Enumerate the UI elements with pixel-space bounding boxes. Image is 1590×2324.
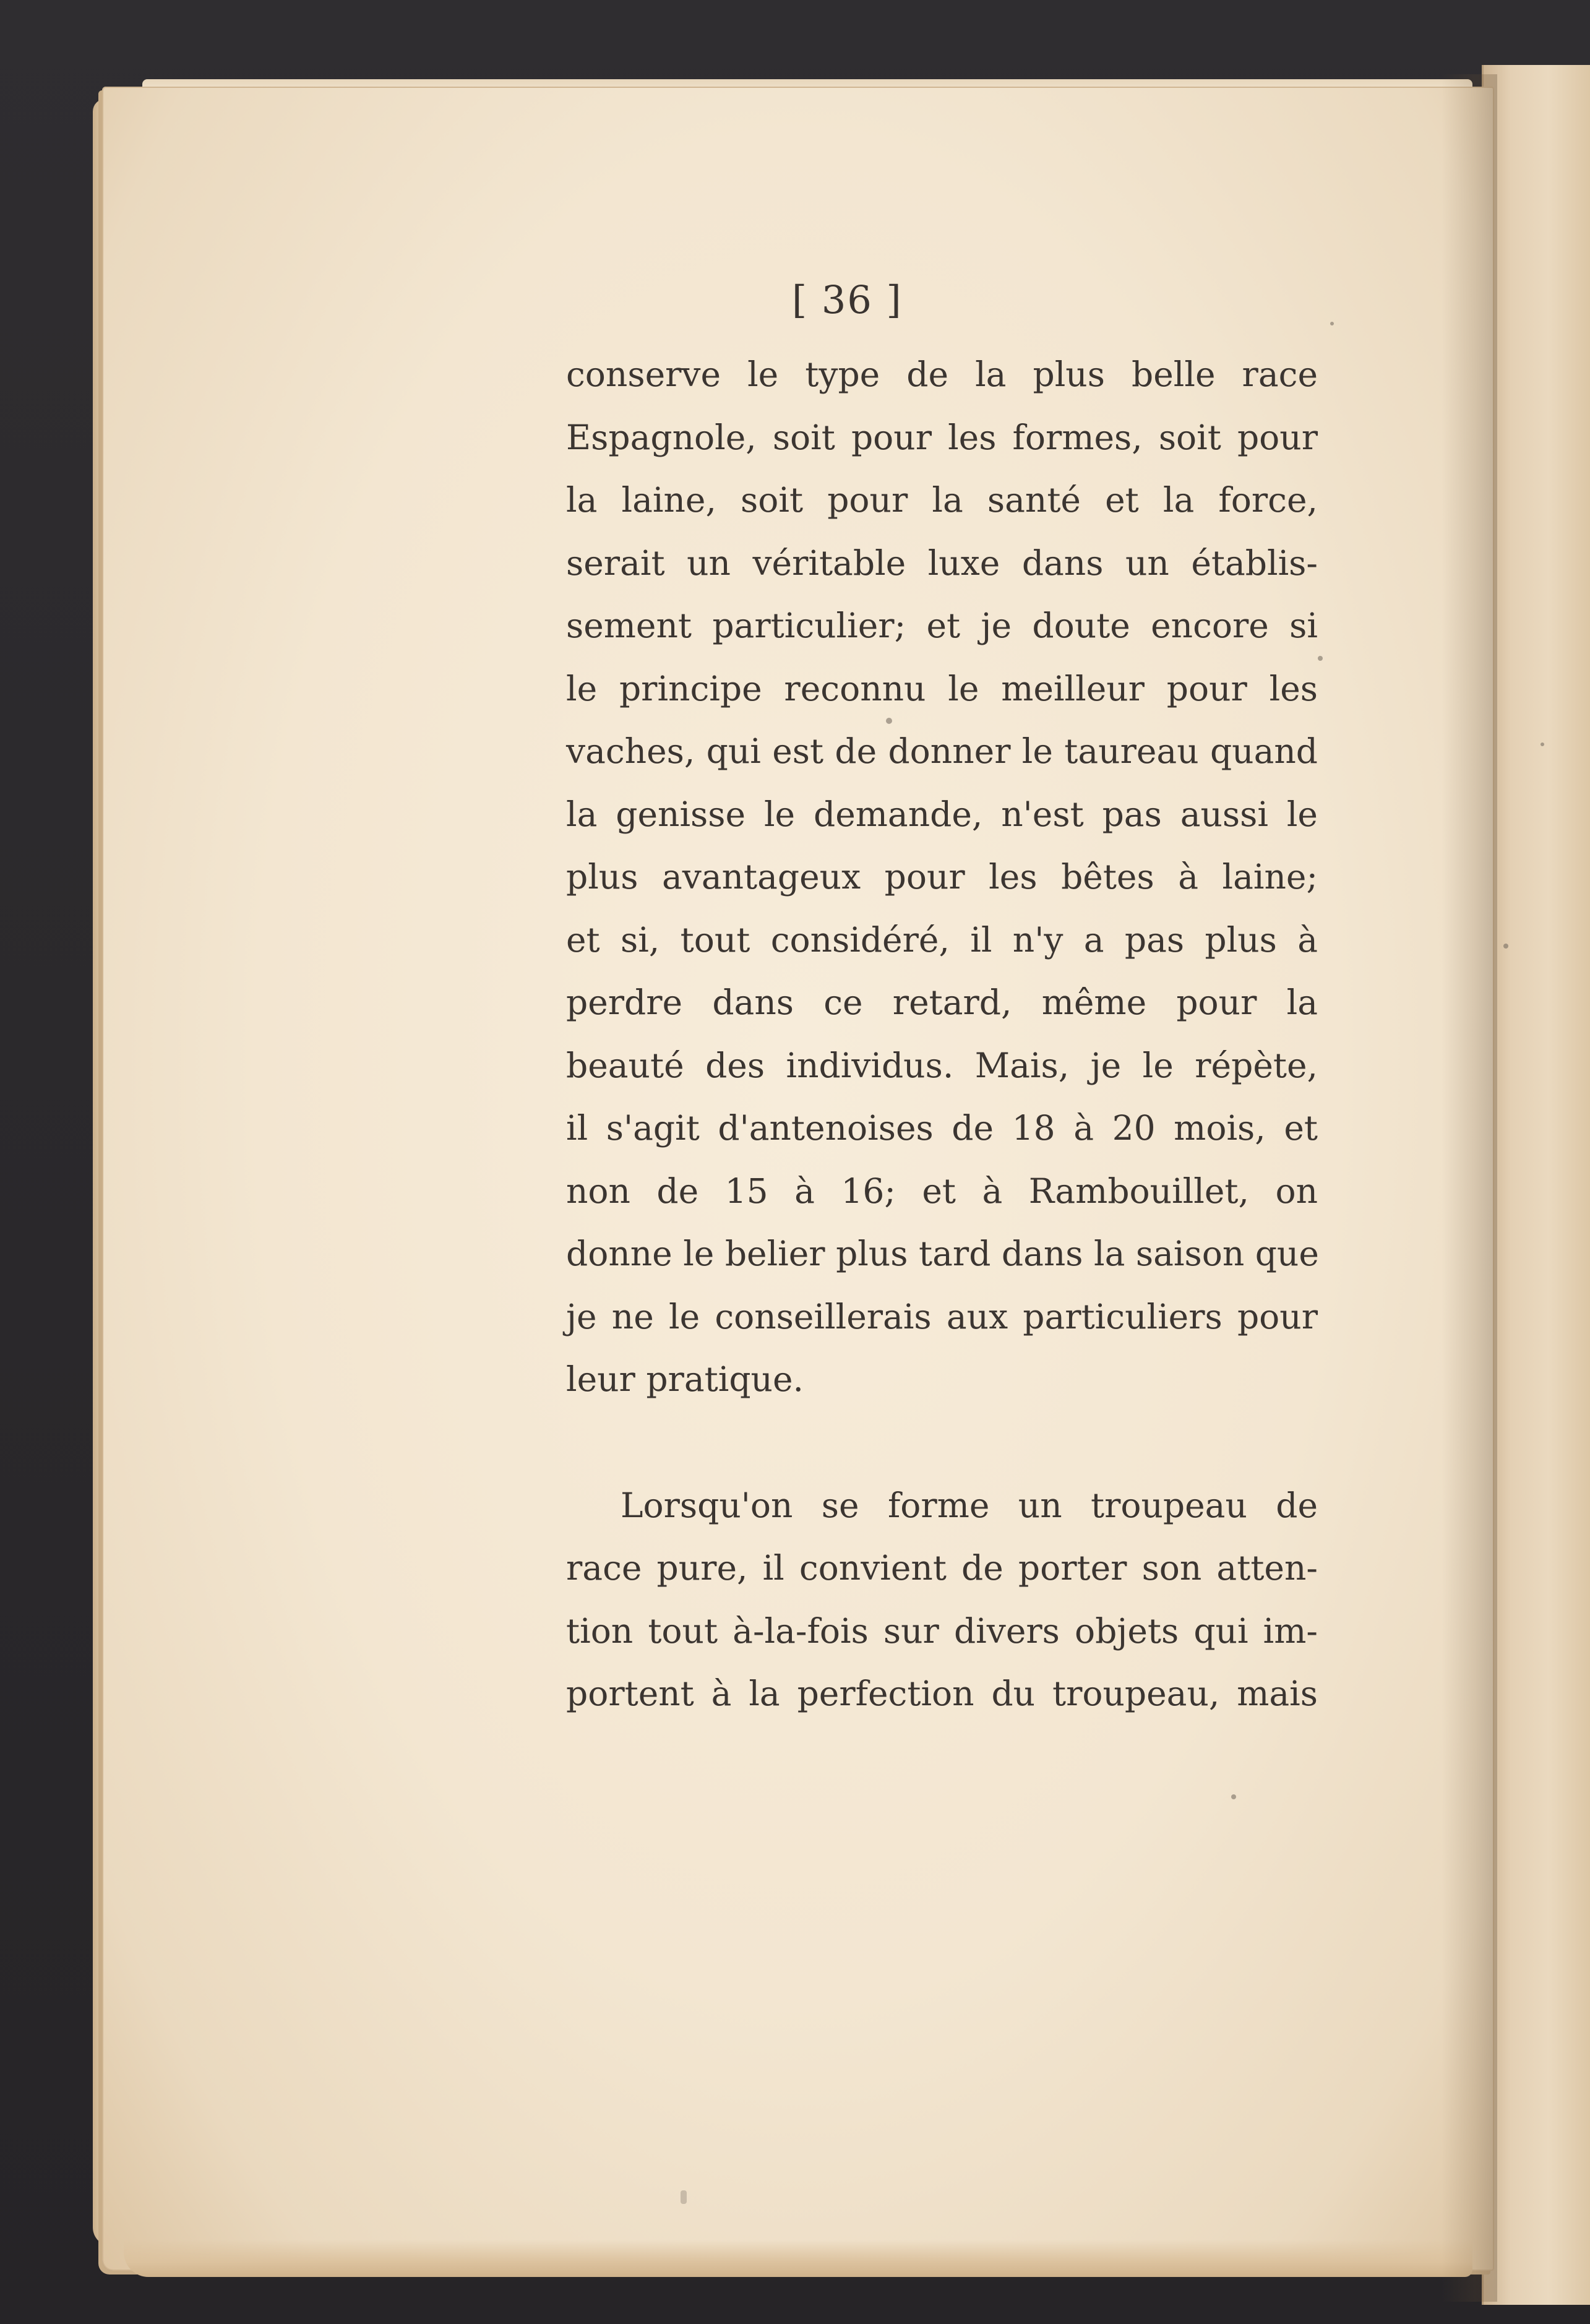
text-line: la laine, soit pour la santé et la force, bbox=[566, 480, 1318, 520]
text-line: il s'agit d'antenoises de 18 à 20 mois, et bbox=[566, 1108, 1318, 1148]
text-line: perdre dans ce retard, même pour la bbox=[566, 983, 1318, 1022]
text-line: non de 15 à 16; et à Rambouillet, on bbox=[566, 1171, 1318, 1211]
paper-speck bbox=[886, 718, 892, 724]
text-line: tion tout à-la-fois sur divers objets qui im- bbox=[566, 1611, 1318, 1651]
text-line: leur pratique. bbox=[566, 1359, 804, 1399]
text-line: et si, tout considéré, il n'y a pas plus à bbox=[566, 919, 1318, 960]
facing-page-edge bbox=[1482, 65, 1590, 2305]
text-line: sement particulier; et je doute encore si bbox=[566, 606, 1318, 645]
text-line: conserve le type de la plus belle race bbox=[566, 355, 1318, 394]
text-line: Lorsqu'on se forme un troupeau de bbox=[621, 1485, 1318, 1525]
paper-speck bbox=[1503, 944, 1508, 949]
text-line: beauté des individus. Mais, je le répète, bbox=[566, 1045, 1318, 1085]
text-line: serait un véritable luxe dans un établis- bbox=[566, 543, 1318, 583]
page-number: [ 36 ] bbox=[792, 277, 903, 322]
text-line: plus avantageux pour les bêtes à laine; bbox=[566, 857, 1318, 897]
text-line: je ne le conseillerais aux particuliers pour bbox=[566, 1296, 1318, 1336]
text-line: donne le belier plus tard dans la saison que bbox=[566, 1234, 1319, 1273]
text-line: la genisse le demande, n'est pas aussi le bbox=[566, 794, 1318, 834]
paper-speck bbox=[1541, 742, 1544, 746]
text-line: le principe reconnu le meilleur pour les bbox=[566, 668, 1318, 708]
paragraph-gap bbox=[566, 1411, 1318, 1474]
paper-speck bbox=[1330, 322, 1334, 325]
page-bottom-edge bbox=[124, 2240, 1472, 2277]
gutter-shadow bbox=[1442, 74, 1497, 2302]
paper-speck bbox=[681, 2190, 687, 2204]
text-line: vaches, qui est de donner le taureau quand bbox=[566, 731, 1318, 771]
text-line: portent à la perfection du troupeau, mais bbox=[566, 1674, 1318, 1713]
paragraph-1 bbox=[566, 343, 1318, 1411]
body-text bbox=[566, 343, 1318, 1726]
paper-speck bbox=[1318, 656, 1323, 661]
paper-speck bbox=[1231, 1794, 1236, 1799]
paragraph-2 bbox=[566, 1474, 1318, 1726]
text-line: race pure, il convient de porter son atten- bbox=[566, 1548, 1318, 1588]
text-line: Espagnole, soit pour les formes, soit pour bbox=[566, 417, 1318, 457]
